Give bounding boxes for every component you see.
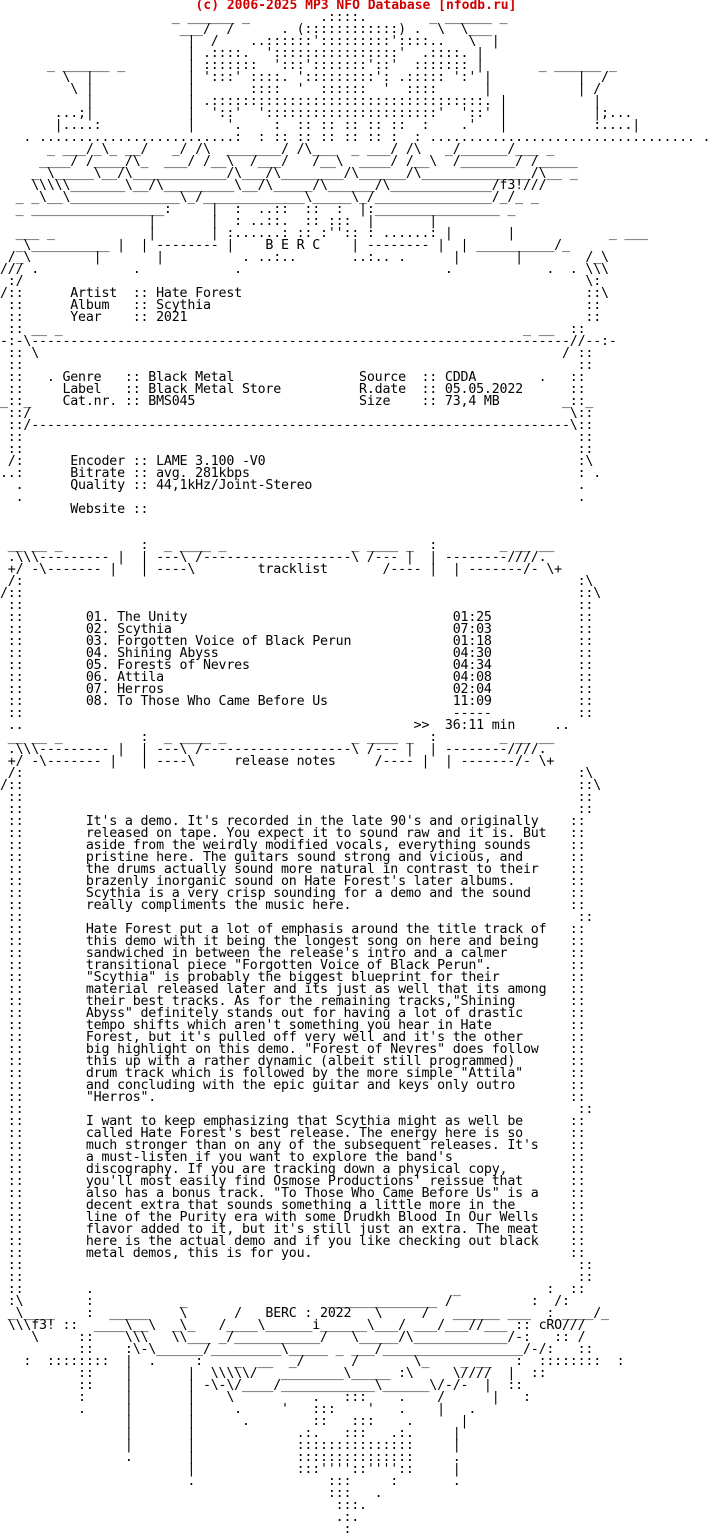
nfo-ascii-document: _ ______ _ .::::. _ ______ _ ___/ / . (::::::::::::) . \ \___ | / ..::::::':::::::::'::::.. \ | | .::::. '::::::::::::::::' .::::. | _ ______ _ | ::::::: ':::':::::::'::' ::::::: | _ ______ _ \ | | ':::' ::::. ':::::::::': .::::: ':' | | / \ | | :::: ' :::::: ' :::: | | / | | .:::::::::::::::::::::::::::::::::::. | | ...;| | '::' '::::::::::::::::::::::' '::' | |;... |....: | '. : :: :: :: :: :: : .' | :....| . .........................: : :: :: :: :: :: : : .................................. . _ ___/_\_ __/ _/ /\ _______/ /\___ _ ___/ /\ _/______/___ _ ____/ /____/\_ ___/ /__\ /___/ /__\ ____/ /__\ /_______/ /_____ _ \_____\__/\____________/\___/\________/\______/\______________/\__ _ \\\\\_______\__/\_________\__/\_____/\______/\_____________/f3!/// _ _\__\______________\_/_____________\_____\_/_______________/_/_ _ _ _________________: | : ..:: :: : |:________________ _ | | : ..::. :: ::: | | ___ _ | | :......: :: :'':: : ......: | | _ ___ _\__________ | | -------- | B E R C | -------- | | __________/_ /_\ | | . ..:.. ..:.. . | | /_\ /// . . . . . . \\\ :/ \: /:: Artist :: Hate Forest ::\ :: Album :: Scythia :: :: Year :: 2021 :: :: __ _ _ __ :: -:-\---------------------------------------------------------------------//--:- :: \ / :: :: :: :: . Genre :: Black Metal Source :: CDDA . :: :: Label :: Black Metal Store R.date :: 05.05.2022 :: _::_ Cat.nr. :: BMS045 Size :: 73,4 MB _::_ ::/ \:: ::/---------------------------------------------------------------------\:: :: :: :: :: /: Encoder :: LAME 3.100 -V0 :\ ..: Bitrate :: avg. 281kbps : . . Quality :: 44,1kHz/Joint-Stereo . . . Website :: __ __ _ : _ ____ _ _ ____ _ : _ __ __ .\\\--------- | | ---\ /-------------------\ /--- | | --------////. +/ -\------- | | ----\ tracklist /---- | | -------/- \+ /: :\ /:: ::\ :: :: :: 01. The Unity 01:25 :: :: 02. Scythia 07:03 :: :: 03. Forgotten Voice of Black Perun 01:18 :: :: 04. Shining Abyss 04:30 :: :: 05. Forests of Nevres 04:34 :: :: 06. Attila 04:08 :: :: 07. Herros 02:04 :: :: 08. To Those Who Came Before Us 11:09 :: :: ----- :: .. >> 36:11 min .. __ __ _ : _ ____ _ _ ____ _ : _ __ __ .\\\--------- | | ---\ /-------------------\ /--- | | --------////. +/ -\------- | | ----\ release notes /---- | | -------/- \+ /: :\ /:: ::\ :: :: :: :: :: It's a demo. It's recorded in the late 90's and originally :: :: released on tape. You expect it to sound raw and it is. But :: :: aside from the weirdly modified vocals, everything sounds :: :: pristine here. The guitars sound strong and vicious, and :: :: the drums actually sound more natural in contrast to their :: :: brazenly inorganic sound on Hate Forest's later albums. :: :: Scythia is a very crisp sounding for a demo and the sound :: :: really compliments the music here. :: :: :: :: Hate Forest put a lot of emphasis around the title track of :: :: this demo with it being the longest song on here and being :: :: sandwiched in between the release's intro and a calmer :: :: transitional piece "Forgotten Voice of Black Perun". :: :: "Scythia" is probably the biggest blueprint for their :: :: material released later and its just as well that its among :: :: their best tracks. As for the remaining tracks,"Shining :: :: Abyss" definitely stands out for having a lot of drastic :: :: tempo shifts which aren't something you hear in Hate :: :: Forest, but it's pulled off very well and it's the other :: :: big highlight on this demo. "Forest of Nevres" does follow :: :: this up with a rather dynamic (albeit still programmed) :: :: drum track which is followed by the more simple "Attila" :: :: and concluding with the epic guitar and keys only outro :: :: "Herros". :: :: :: :: I want to keep emphasizing that Scythia might as well be :: :: called Hate Forest's best release. The energy here is so :: :: much stronger than on any of the subsequent releases. It's :: :: a must-listen if you want to explore the band's :: :: discography. If you are tracking down a physical copy, :: :: you'll most easily find Osmose Productions' reissue that :: :: also has a bonus track. "To Those Who Came Before Us" is a :: :: decent extra that sounds something a little more in the :: :: line of the Purity era with some Drudkh Blood In Our Wells :: :: flavor added to it, but it's still just an extra. The meat :: :: here is the actual demo and if you like checking out black :: :: metal demos, this is for you. :: :: :: :: :: :: . _ : :: :\ : _ ______________ / : /: _\____ : _____ \ / BERC : 2022 \ / ______ ___ : ____/_ \\\f3! :: ____\__\ _\_ /____\______i______\___/ ___/___//___ :: cRO/// \ :: \\\ \\___ _/___________/ \_____/\____________/-: :: / :: :\-\______/_________\_____ _ ___/__________________/-/: :: : :::::::: | . : _ __ _/ / \_ _ __ : :::::::: : :: | | \\\\\/ ________\_____ :\ \//// | :: :: | | -\-\/____/____________\______\/-/- | :: : | | \ . ::: . / | : . | | . ' ::: ' . | . | | . :: ::: . | | | .:. ::: .:. | | | ::::::::::::::: | . | ::::::::::::::: . | :::''''::'''':: | . ::: : . ::: . :::. .:. : bbox=[0, 10, 711, 1537]
site-header: (c) 2006-2025 MP3 NFO Database [nfodb.ru] bbox=[195, 0, 517, 13]
